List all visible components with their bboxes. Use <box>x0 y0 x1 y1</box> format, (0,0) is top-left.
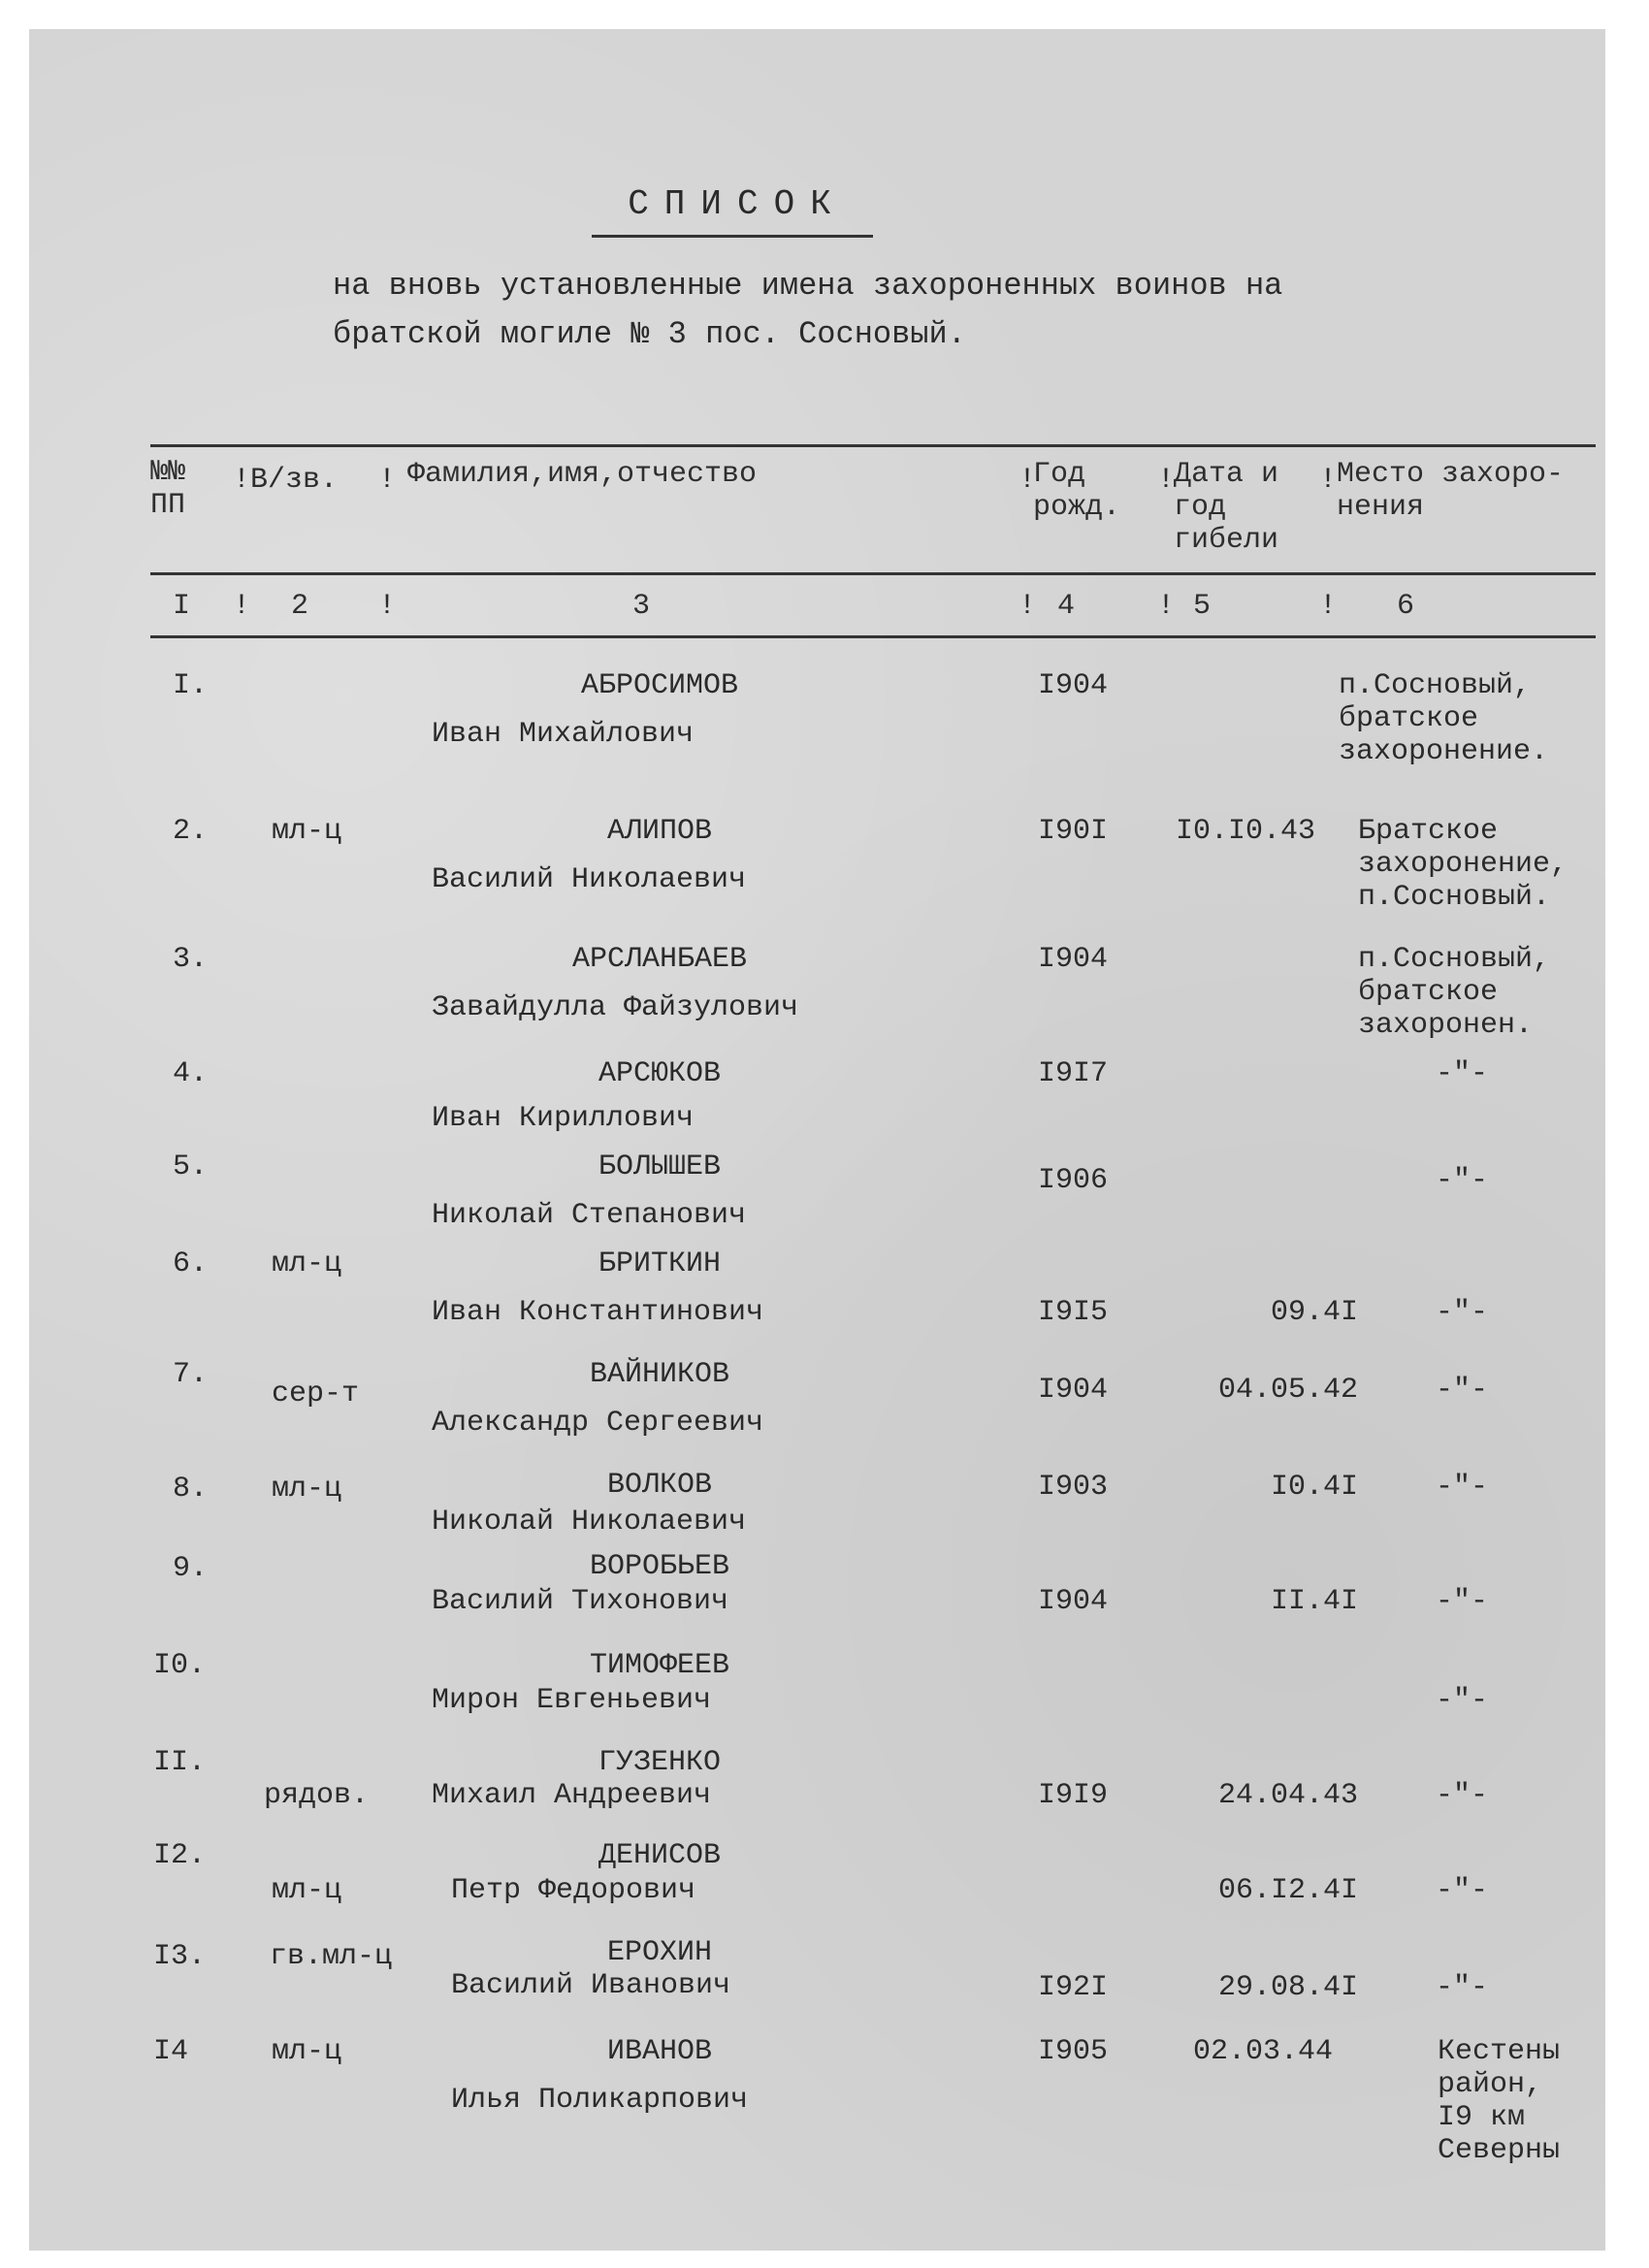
document-page <box>29 29 1605 2251</box>
row-birth-year: I904 <box>1038 943 1109 976</box>
row-number: I4 <box>153 2035 189 2068</box>
row-burial-place: п.Сосновый, братское захоронен. <box>1358 943 1551 1042</box>
row-birth-year: I90I <box>1038 815 1109 848</box>
header-bottom-rule <box>150 635 1596 638</box>
row-surname: АРСЮКОВ <box>598 1057 722 1090</box>
row-rank: мл-ц <box>272 1473 342 1506</box>
row-burial-place: -"- <box>1436 1684 1489 1717</box>
header-rank: В/зв. <box>250 464 339 497</box>
row-burial-place: -"- <box>1436 1874 1489 1907</box>
row-death-date: 02.03.44 <box>1193 2035 1334 2068</box>
row-surname: ГУЗЕНКО <box>598 1746 722 1779</box>
row-given-name: Василий Николаевич <box>432 863 747 896</box>
header-top-rule <box>150 444 1596 447</box>
row-death-date: 09.4I <box>1270 1296 1358 1329</box>
col-separator: ! <box>1018 590 1037 623</box>
row-burial-place: Братское захоронение, п.Сосновый. <box>1358 815 1568 914</box>
col-number-6: 6 <box>1397 590 1415 623</box>
row-given-name: Петр Федорович <box>451 1874 696 1907</box>
row-birth-year: I906 <box>1038 1164 1109 1197</box>
document-title: СПИСОК <box>628 184 847 224</box>
row-rank: рядов. <box>264 1779 370 1812</box>
subtitle-line-2: братской могиле № 3 пос. Сосновый. <box>333 316 966 352</box>
row-death-date: 24.04.43 <box>1217 1779 1358 1812</box>
row-burial-place: -"- <box>1436 1164 1489 1197</box>
row-surname: ВОЛКОВ <box>606 1469 713 1502</box>
row-surname: БРИТКИН <box>598 1247 722 1280</box>
row-rank: гв.мл-ц <box>270 1940 393 1973</box>
row-surname: БОЛЫШЕВ <box>598 1150 722 1183</box>
row-number: 5. <box>173 1150 209 1183</box>
row-burial-place: п.Сосновый, братское захоронение. <box>1339 669 1549 768</box>
col-separator: ! <box>233 590 251 623</box>
row-number: I. <box>173 669 209 702</box>
row-given-name: Иван Константинович <box>432 1296 764 1329</box>
row-number: 9. <box>173 1552 209 1585</box>
row-death-date: I0.I0.43 <box>1176 815 1316 848</box>
row-number: I0. <box>153 1649 207 1682</box>
row-burial-place: -"- <box>1436 1374 1489 1407</box>
row-death-date: I0.4I <box>1270 1471 1358 1504</box>
row-number: I2. <box>153 1839 207 1872</box>
row-number: 2. <box>173 815 209 848</box>
row-given-name: Иван Михайлович <box>432 718 695 751</box>
row-burial-place: -"- <box>1436 1471 1489 1504</box>
row-number: I3. <box>153 1940 207 1973</box>
row-given-name: Илья Поликарпович <box>451 2084 749 2117</box>
subtitle-line-1: на вновь установленные имена захороненных воинов на <box>333 268 1283 304</box>
row-death-date: 06.I2.4I <box>1217 1874 1358 1907</box>
row-birth-year: I9I7 <box>1038 1057 1109 1090</box>
title-underline <box>592 235 873 238</box>
header-separator: ! <box>1018 464 1037 497</box>
row-number: II. <box>153 1746 207 1779</box>
row-surname: ИВАНОВ <box>606 2035 713 2068</box>
row-death-date: 29.08.4I <box>1217 1971 1358 2004</box>
row-surname: ВОРОБЬЕВ <box>589 1550 730 1583</box>
row-birth-year: I904 <box>1038 1585 1109 1618</box>
row-surname: ТИМОФЕЕВ <box>589 1649 730 1682</box>
row-number: 3. <box>173 943 209 976</box>
row-number: 8. <box>173 1473 209 1506</box>
col-separator: ! <box>378 590 397 623</box>
col-number-2: 2 <box>291 590 309 623</box>
col-separator: ! <box>1157 590 1176 623</box>
row-birth-year: I9I9 <box>1038 1779 1109 1812</box>
row-rank: мл-ц <box>272 2035 342 2068</box>
header-mid-rule <box>150 572 1596 575</box>
row-given-name: Василий Тихонович <box>432 1585 729 1618</box>
header-separator: ! <box>1157 464 1176 497</box>
header-death-date: Дата и год гибели <box>1174 458 1279 557</box>
row-given-name: Василий Иванович <box>451 1969 731 2002</box>
col-separator: ! <box>1319 590 1338 623</box>
row-burial-place: -"- <box>1436 1057 1489 1090</box>
row-surname: ДЕНИСОВ <box>598 1839 722 1872</box>
header-name: Фамилия,имя,отчество <box>407 458 758 491</box>
col-number-4: 4 <box>1057 590 1076 623</box>
header-birth-year: Год рожд. <box>1033 458 1121 524</box>
col-number-1: I <box>173 590 191 623</box>
row-birth-year: I904 <box>1038 669 1109 702</box>
row-surname: ВАЙНИКОВ <box>589 1358 730 1391</box>
row-surname: АРСЛАНБАЕВ <box>571 943 748 976</box>
header-separator: ! <box>378 464 397 497</box>
row-rank: сер-т <box>272 1377 360 1410</box>
row-number: 7. <box>173 1358 209 1391</box>
row-rank: мл-ц <box>272 1874 342 1907</box>
row-number: 4. <box>173 1057 209 1090</box>
row-rank: мл-ц <box>272 815 342 848</box>
row-surname: АЛИПОВ <box>606 815 713 848</box>
row-given-name: Николай Степанович <box>432 1199 747 1232</box>
col-number-3: 3 <box>632 590 651 623</box>
row-given-name: Завайдулла Файзулович <box>432 991 799 1024</box>
row-burial-place: -"- <box>1436 1779 1489 1812</box>
header-separator: ! <box>1319 464 1338 497</box>
col-number-5: 5 <box>1193 590 1212 623</box>
row-death-date: II.4I <box>1270 1585 1358 1618</box>
row-rank: мл-ц <box>272 1247 342 1280</box>
row-burial-place: -"- <box>1436 1585 1489 1618</box>
row-given-name: Николай Николаевич <box>432 1506 747 1539</box>
header-number: №№ ПП <box>150 456 186 522</box>
row-burial-place: -"- <box>1436 1971 1489 2004</box>
row-given-name: Мирон Евгеньевич <box>432 1684 712 1717</box>
row-birth-year: I903 <box>1038 1471 1109 1504</box>
row-given-name: Михаил Андреевич <box>432 1779 712 1812</box>
row-burial-place: Кестены район, I9 км Северны <box>1438 2035 1561 2167</box>
row-surname: ЕРОХИН <box>606 1936 713 1969</box>
header-burial-place: Место захоро- нения <box>1337 458 1565 524</box>
row-birth-year: I905 <box>1038 2035 1109 2068</box>
row-surname: АБРОСИМОВ <box>580 669 739 702</box>
row-birth-year: I92I <box>1038 1971 1109 2004</box>
row-given-name: Александр Сергеевич <box>432 1407 764 1440</box>
row-birth-year: I9I5 <box>1038 1296 1109 1329</box>
row-death-date: 04.05.42 <box>1217 1374 1358 1407</box>
row-burial-place: -"- <box>1436 1296 1489 1329</box>
row-number: 6. <box>173 1247 209 1280</box>
row-given-name: Иван Кириллович <box>432 1102 695 1135</box>
row-birth-year: I904 <box>1038 1374 1109 1407</box>
header-separator: ! <box>233 464 251 497</box>
document-subtitle <box>333 262 1448 359</box>
